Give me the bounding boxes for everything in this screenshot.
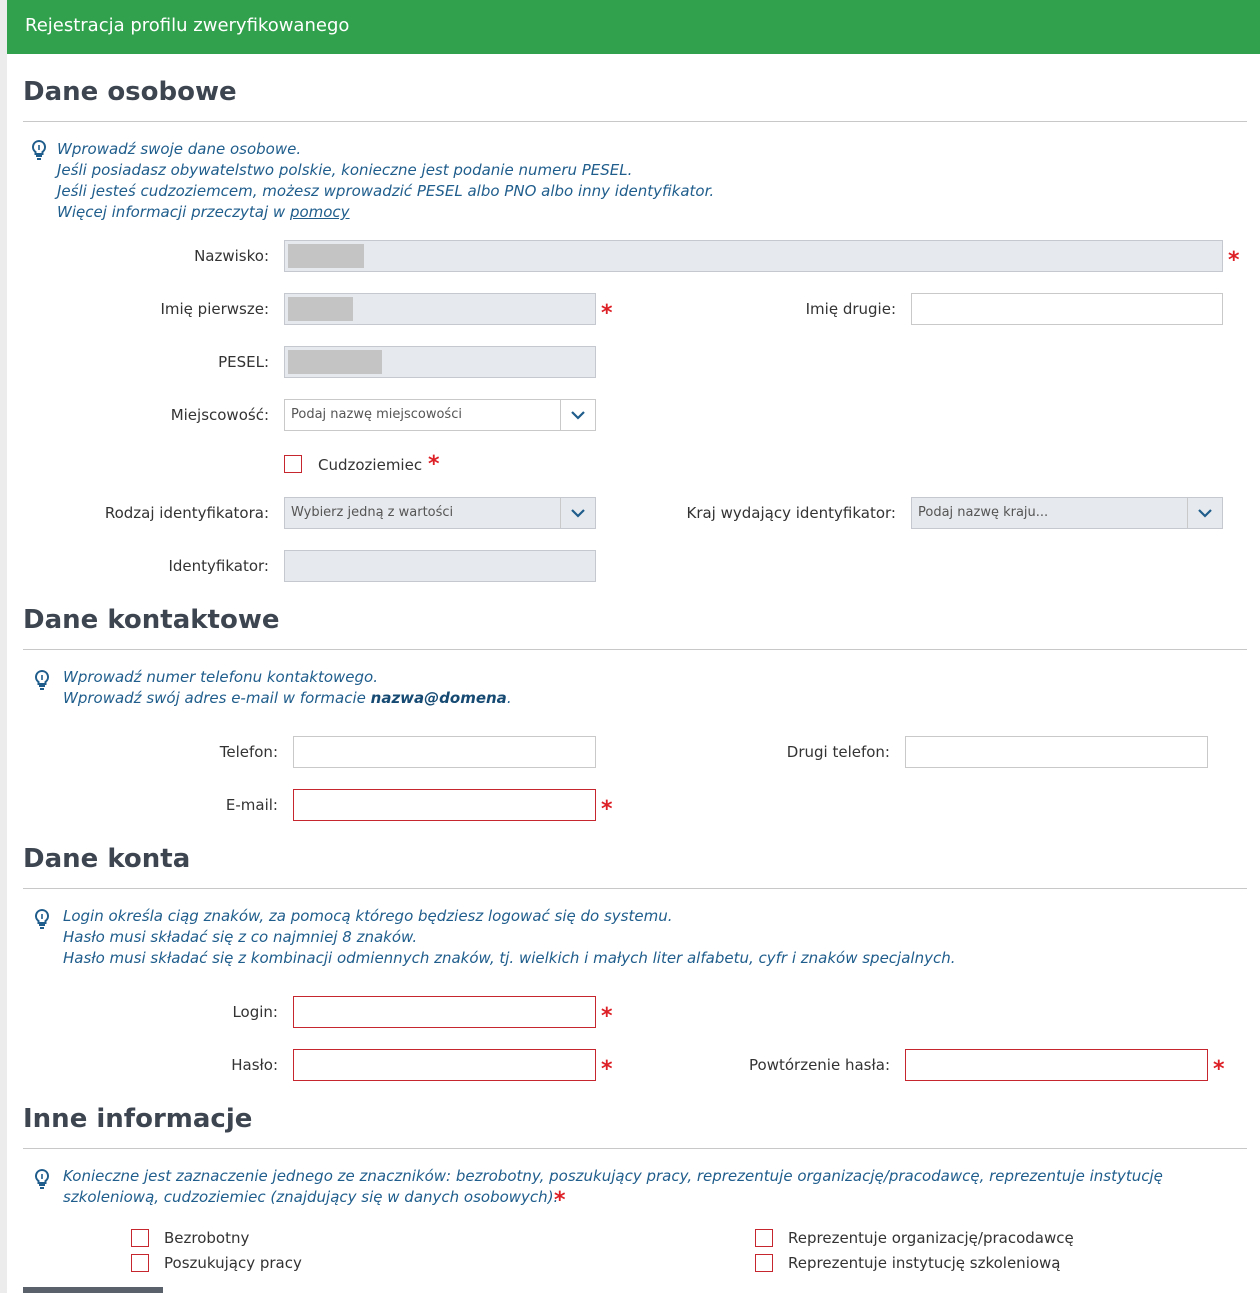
section-divider [23, 888, 1247, 889]
email-input[interactable] [293, 789, 596, 821]
help-link[interactable]: pomocy [289, 203, 350, 221]
id-country-placeholder: Podaj nazwę kraju... [918, 505, 1049, 520]
other-info-text: Konieczne jest zaznaczenie jednego ze znaczników: bezrobotny, poszukujący pracy, reprezentuje organizację/pracodawcę, reprezentuje instytucję szkoleniową, cudzoziemiec (znajdujący się w danych osobowych). [63, 1167, 1163, 1206]
required-marker: * [601, 1004, 613, 1029]
personal-info-text: Wprowadź swoje dane osobowe. Jeśli posiadasz obywatelstwo polskie, konieczne jest podanie numeru PESEL. Jeśli jesteś cudzoziemcem, możesz wprowadzić PESEL albo PNO albo inny identyfikator. Więcej informacji przeczytaj w pomocy [57, 140, 715, 221]
unemployed-checkbox[interactable] [131, 1229, 149, 1247]
phone-label: Telefon: [219, 743, 278, 761]
lightbulb-icon [30, 139, 48, 161]
employer-checkbox[interactable] [755, 1229, 773, 1247]
lightbulb-icon [33, 908, 51, 930]
identifier-input[interactable] [284, 550, 596, 582]
lightbulb-icon [33, 1168, 51, 1190]
contact-info-text: Wprowadź numer telefonu kontaktowego. Wprowadź swój adres e-mail w formacie nazwa@domena. [63, 668, 512, 707]
lightbulb-icon [33, 669, 51, 691]
pesel-input[interactable] [284, 346, 596, 378]
phone-input[interactable] [293, 736, 596, 768]
job-seeker-label: Poszukujący pracy [164, 1254, 302, 1272]
section-title-personal: Dane osobowe [23, 77, 237, 107]
required-marker: * [554, 1188, 566, 1213]
required-marker: * [601, 797, 613, 822]
training-institution-label: Reprezentuje instytucję szkoleniową [788, 1254, 1061, 1272]
login-input[interactable] [293, 996, 596, 1028]
foreigner-label: Cudzoziemiec [318, 456, 423, 474]
id-country-dropdown-button[interactable] [1187, 498, 1222, 528]
city-placeholder: Podaj nazwę miejscowości [291, 407, 462, 422]
id-country-label: Kraj wydający identyfikator: [686, 504, 896, 522]
identifier-label: Identyfikator: [168, 557, 269, 575]
section-title-account: Dane konta [23, 844, 191, 874]
login-label: Login: [232, 1003, 278, 1021]
phone2-label: Drugi telefon: [786, 743, 890, 761]
password-label: Hasło: [231, 1056, 278, 1074]
section-title-other: Inne informacje [23, 1104, 253, 1134]
id-type-placeholder: Wybierz jedną z wartości [291, 505, 454, 520]
section-title-contact: Dane kontaktowe [23, 605, 280, 635]
second-name-input[interactable] [911, 293, 1223, 325]
foreigner-checkbox[interactable] [284, 455, 302, 473]
phone2-input[interactable] [905, 736, 1208, 768]
section-divider [23, 121, 1247, 122]
page-title: Rejestracja profilu zweryfikowanego [25, 15, 350, 36]
password-input[interactable] [293, 1049, 596, 1081]
redacted-value [288, 244, 364, 268]
id-type-select[interactable] [284, 497, 596, 529]
first-name-input[interactable] [284, 293, 596, 325]
city-dropdown-button[interactable] [560, 400, 595, 430]
surname-label: Nazwisko: [194, 247, 269, 265]
id-type-dropdown-button[interactable] [560, 498, 595, 528]
job-seeker-checkbox[interactable] [131, 1254, 149, 1272]
training-institution-checkbox[interactable] [755, 1254, 773, 1272]
id-country-select[interactable] [911, 497, 1223, 529]
email-label: E-mail: [225, 796, 278, 814]
password-repeat-input[interactable] [905, 1049, 1208, 1081]
account-info-text: Login określa ciąg znaków, za pomocą którego będziesz logować się do systemu. Hasło musi składać się z co najmniej 8 znaków. Hasło musi składać się z kombinacji odmiennych znaków, tj. wielkich i małych liter alfabetu, cyfr i znaków specjalnych. [63, 907, 956, 967]
second-name-label: Imię drugie: [805, 300, 896, 318]
required-marker: * [1213, 1057, 1225, 1082]
required-marker: * [1228, 248, 1240, 273]
required-marker: * [601, 301, 613, 326]
page-header [7, 0, 1260, 54]
redacted-value [288, 350, 382, 374]
redacted-value [288, 297, 353, 321]
chevron-down-icon [570, 409, 586, 421]
unemployed-label: Bezrobotny [164, 1229, 250, 1247]
pesel-label: PESEL: [218, 353, 269, 371]
id-type-label: Rodzaj identyfikatora: [104, 504, 269, 522]
city-label: Miejscowość: [170, 406, 269, 424]
section-divider [23, 1148, 1247, 1149]
chevron-down-icon [570, 507, 586, 519]
next-section-title-clipped [23, 1284, 163, 1293]
left-gutter [0, 0, 7, 1293]
section-divider [23, 649, 1247, 650]
required-marker: * [428, 452, 440, 477]
chevron-down-icon [1197, 507, 1213, 519]
required-marker: * [601, 1057, 613, 1082]
password-repeat-label: Powtórzenie hasła: [749, 1056, 890, 1074]
first-name-label: Imię pierwsze: [160, 300, 269, 318]
surname-input[interactable] [284, 240, 1223, 272]
city-select[interactable] [284, 399, 596, 431]
employer-label: Reprezentuje organizację/pracodawcę [788, 1229, 1074, 1247]
